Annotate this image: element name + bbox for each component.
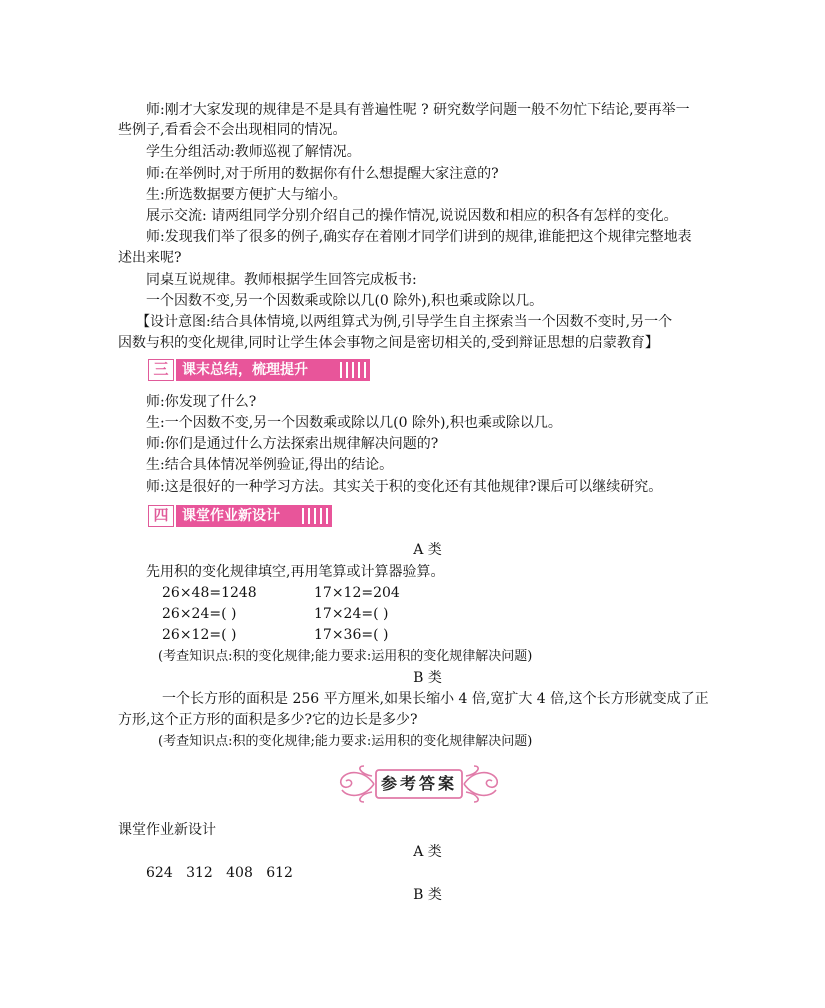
category-a-heading: A 类 bbox=[413, 542, 442, 558]
equation-blank: 17×24=( ) bbox=[314, 606, 389, 622]
exercise-intro: 先用积的变化规律填空,再用笔算或计算器验算。 bbox=[146, 564, 445, 580]
paragraph-line: 师:发现我们举了很多的例子,确实存在着刚才同学们讲到的规律,谁能把这个规律完整地表 bbox=[146, 229, 692, 245]
problem-line: 方形,这个正方形的面积是多少?它的边长是多少? bbox=[118, 712, 418, 728]
paragraph-line: 师:你们是通过什么方法探索出规律解决问题的? bbox=[146, 436, 439, 452]
equation-blank: 26×24=( ) bbox=[162, 606, 237, 622]
paragraph-line: 师:这是很好的一种学习方法。其实关于积的变化还有其他规律?课后可以继续研究。 bbox=[146, 479, 663, 495]
equation: 17×12=204 bbox=[314, 585, 400, 601]
paragraph-line: 生:所选数据要方便扩大与缩小。 bbox=[146, 187, 347, 203]
answer-badge bbox=[334, 764, 504, 804]
paragraph-line: 生:一个因数不变,另一个因数乘或除以几(0 除外),积也乘或除以几。 bbox=[146, 415, 562, 431]
section3-title: 课末总结，梳理提升 bbox=[182, 362, 308, 378]
paragraph-line: 述出来呢? bbox=[118, 250, 182, 266]
answers-b-heading: B 类 bbox=[413, 887, 442, 903]
paragraph-line: 些例子,看看会不会出现相同的情况。 bbox=[118, 122, 347, 138]
category-b-heading: B 类 bbox=[413, 670, 442, 686]
equation-blank: 17×36=( ) bbox=[314, 627, 389, 643]
paragraph-line: 一个因数不变,另一个因数乘或除以几(0 除外),积也乘或除以几。 bbox=[146, 293, 544, 309]
section3-title-bar bbox=[176, 359, 370, 381]
equation: 26×48=1248 bbox=[162, 585, 257, 601]
answers-section-title: 课堂作业新设计 bbox=[118, 822, 216, 838]
answers-a-values: 624 312 408 612 bbox=[146, 865, 293, 881]
stripes-decoration bbox=[302, 508, 328, 524]
design-intent-line: 【设计意图:结合具体情境,以两组算式为例,引导学生自主探索当一个因数不变时,另一个 bbox=[136, 314, 673, 330]
paragraph-line: 学生分组活动:教师巡视了解情况。 bbox=[146, 144, 361, 160]
section4-number: 四 bbox=[148, 505, 174, 527]
knowledge-note: (考查知识点:积的变化规律;能力要求:运用积的变化规律解决问题) bbox=[158, 649, 533, 664]
knowledge-note: (考查知识点:积的变化规律;能力要求:运用积的变化规律解决问题) bbox=[158, 734, 533, 749]
paragraph-line: 师:在举例时,对于所用的数据你有什么想提醒大家注意的? bbox=[146, 166, 499, 182]
section4-title: 课堂作业新设计 bbox=[182, 508, 280, 524]
paragraph-line: 师:刚才大家发现的规律是不是具有普遍性呢 ? 研究数学问题一般不勿忙下结论,要再举一 bbox=[146, 102, 690, 118]
answer-badge-text: 参考答案 bbox=[380, 774, 457, 793]
design-intent-line: 因数与积的变化规律,同时让学生体会事物之间是密切相关的,受到辩证思想的启蒙教育】 bbox=[118, 335, 659, 351]
paragraph-line: 展示交流: 请两组同学分别介绍自己的操作情况,说说因数和相应的积各有怎样的变化。 bbox=[146, 208, 678, 224]
section3-number: 三 bbox=[148, 359, 174, 381]
paragraph-line: 生:结合具体情况举例验证,得出的结论。 bbox=[146, 457, 394, 473]
answers-a-heading: A 类 bbox=[413, 844, 442, 860]
paragraph-line: 师:你发现了什么? bbox=[146, 394, 257, 410]
equation-blank: 26×12=( ) bbox=[162, 627, 237, 643]
section4-title-bar bbox=[176, 505, 332, 527]
paragraph-line: 同桌互说规律。教师根据学生回答完成板书: bbox=[146, 272, 417, 288]
problem-line: 一个长方形的面积是 256 平方厘米,如果长缩小 4 倍,宽扩大 4 倍,这个长方形就变成了正 bbox=[162, 691, 709, 707]
stripes-decoration bbox=[340, 362, 366, 378]
